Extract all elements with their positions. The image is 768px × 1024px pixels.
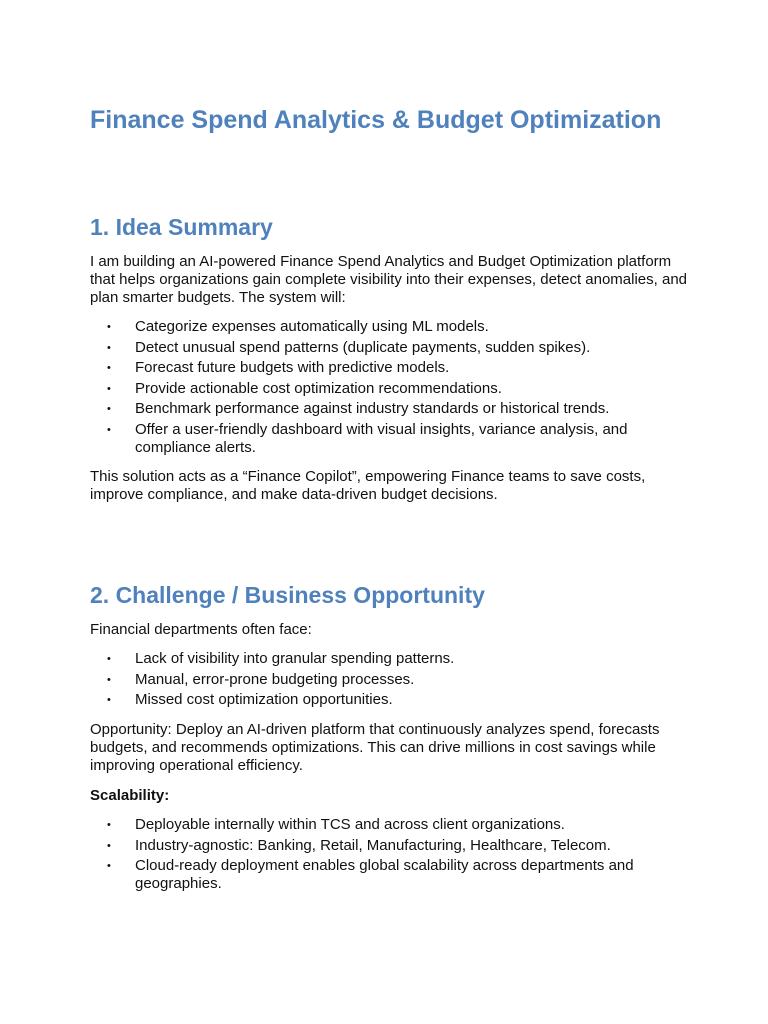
bullet-icon: •: [107, 860, 111, 873]
list-item: [90, 816, 690, 834]
list-item: [90, 339, 690, 357]
section-heading-challenge: 2. Challenge / Business Opportunity: [90, 582, 485, 608]
list-item-text: Cloud-ready deployment enables global scalability across departments and geographies.: [135, 857, 634, 893]
document-title: Finance Spend Analytics & Budget Optimization: [90, 106, 662, 134]
bullet-icon: •: [107, 341, 111, 354]
bullet-icon: •: [107, 673, 111, 686]
bullet-icon: •: [107, 362, 111, 375]
bullet-icon: •: [107, 423, 111, 436]
list-item-text: Lack of visibility into granular spending patterns.: [135, 650, 455, 667]
list-item-text: Deployable internally within TCS and across client organizations.: [135, 816, 565, 833]
idea-summary-intro: I am building an AI-powered Finance Spend Analytics and Budget Optimization platform that helps organizations gain complete visibility into their expenses, detect anomalies, and plan smarter budgets. The system will:: [90, 253, 688, 306]
challenge-bullet-list: [90, 650, 690, 712]
list-item-text: Provide actionable cost optimization recommendations.: [135, 379, 502, 397]
list-item: [90, 359, 690, 377]
idea-summary-bullet-list: [90, 318, 690, 460]
list-item: [90, 857, 690, 893]
scalability-bullet-list: [90, 816, 690, 896]
bullet-icon: •: [107, 321, 111, 333]
list-item: [90, 650, 690, 668]
challenge-intro: Financial departments often face:: [90, 621, 312, 638]
idea-summary-closing: This solution acts as a “Finance Copilot”, empowering Finance teams to save costs, improve compliance, and make data-driven budget decisions.: [90, 468, 646, 503]
bullet-icon: •: [107, 839, 111, 852]
list-item-text: Categorize expenses automatically using ML models.: [135, 318, 489, 335]
list-item-text: Forecast future budgets with predictive models.: [135, 359, 450, 377]
bullet-icon: •: [107, 403, 111, 416]
list-item-text: Offer a user-friendly dashboard with visual insights, variance analysis, and compliance alerts.: [135, 420, 628, 456]
list-item: [90, 421, 690, 457]
list-item: [90, 400, 690, 418]
list-item: [90, 837, 690, 855]
opportunity-paragraph: Opportunity: Deploy an AI-driven platform that continuously analyzes spend, forecasts budgets, and recommends optimizations. This can drive millions in cost savings while improving operational efficiency.: [90, 721, 660, 774]
section-heading-idea-summary: 1. Idea Summary: [90, 214, 273, 240]
list-item: [90, 671, 690, 689]
scalability-label: Scalability:: [90, 787, 170, 804]
bullet-icon: •: [107, 819, 111, 831]
list-item-text: Benchmark performance against industry standards or historical trends.: [135, 400, 610, 418]
list-item-text: Manual, error-prone budgeting processes.: [135, 670, 415, 688]
bullet-icon: •: [107, 653, 111, 665]
list-item: [90, 318, 690, 336]
list-item: [90, 691, 690, 709]
list-item-text: Industry-agnostic: Banking, Retail, Manufacturing, Healthcare, Telecom.: [135, 836, 611, 854]
bullet-icon: •: [107, 382, 111, 395]
bullet-icon: •: [107, 694, 111, 707]
list-item: [90, 380, 690, 398]
list-item-text: Missed cost optimization opportunities.: [135, 691, 393, 709]
list-item-text: Detect unusual spend patterns (duplicate payments, sudden spikes).: [135, 338, 591, 356]
